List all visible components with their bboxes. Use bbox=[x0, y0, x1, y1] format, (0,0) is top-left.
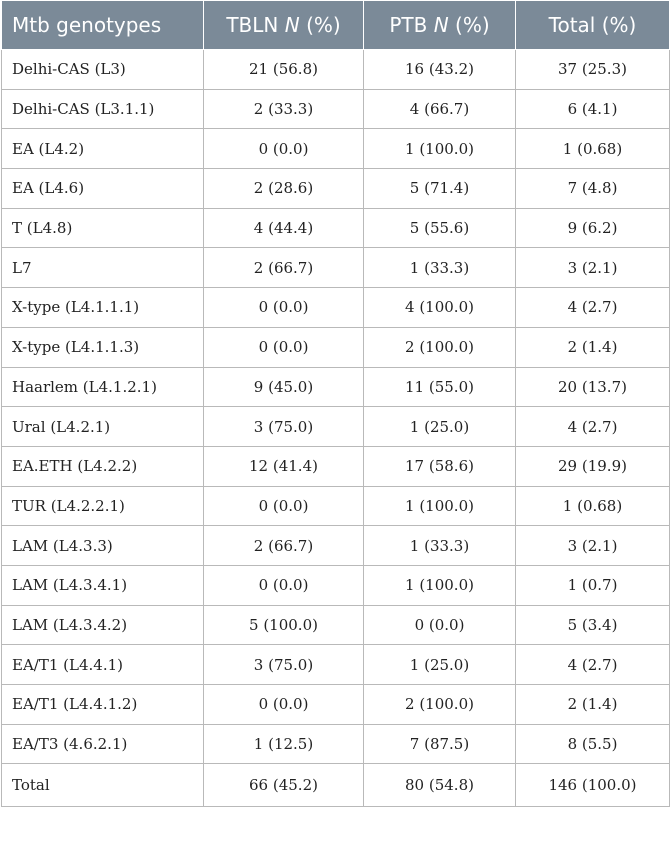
header-ptb-label: PTB bbox=[389, 13, 428, 37]
cell-total: 2 (1.4) bbox=[516, 327, 670, 367]
table-row bbox=[2, 169, 670, 209]
cell-genotype: T (L4.8) bbox=[2, 208, 204, 248]
table-header bbox=[2, 1, 670, 50]
cell-total: 4 (2.7) bbox=[516, 288, 670, 328]
cell-genotype: Total bbox=[2, 764, 204, 807]
cell-genotype: Delhi-CAS (L3.1.1) bbox=[2, 89, 204, 129]
cell-genotype: LAM (L4.3.4.2) bbox=[2, 605, 204, 645]
header-row bbox=[2, 1, 670, 50]
cell-ptb: 1 (100.0) bbox=[364, 565, 516, 605]
cell-ptb: 1 (33.3) bbox=[364, 248, 516, 288]
cell-tbln: 2 (33.3) bbox=[204, 89, 364, 129]
header-ptb-pct: (%) bbox=[455, 13, 490, 37]
table-row bbox=[2, 605, 670, 645]
table-row bbox=[2, 645, 670, 685]
table-row bbox=[2, 486, 670, 526]
cell-genotype: X-type (L4.1.1.1) bbox=[2, 288, 204, 328]
cell-genotype: EA/T3 (4.6.2.1) bbox=[2, 724, 204, 764]
cell-total: 146 (100.0) bbox=[516, 764, 670, 807]
table-row bbox=[2, 129, 670, 169]
cell-genotype: TUR (L4.2.2.1) bbox=[2, 486, 204, 526]
table-row bbox=[2, 288, 670, 328]
cell-ptb: 4 (66.7) bbox=[364, 89, 516, 129]
cell-total: 4 (2.7) bbox=[516, 645, 670, 685]
table-row bbox=[2, 685, 670, 725]
cell-total: 3 (2.1) bbox=[516, 248, 670, 288]
cell-ptb: 2 (100.0) bbox=[364, 685, 516, 725]
cell-tbln: 0 (0.0) bbox=[204, 565, 364, 605]
cell-tbln: 5 (100.0) bbox=[204, 605, 364, 645]
header-tbln-label: TBLN bbox=[226, 13, 279, 37]
header-ptb bbox=[364, 1, 516, 50]
cell-total: 4 (2.7) bbox=[516, 407, 670, 447]
cell-total: 1 (0.68) bbox=[516, 486, 670, 526]
header-ptb-n: N bbox=[433, 13, 449, 37]
cell-ptb: 5 (71.4) bbox=[364, 169, 516, 209]
cell-ptb: 1 (25.0) bbox=[364, 407, 516, 447]
table-row bbox=[2, 367, 670, 407]
table-row bbox=[2, 327, 670, 367]
cell-total: 1 (0.68) bbox=[516, 129, 670, 169]
table-row bbox=[2, 50, 670, 90]
header-genotypes: Mtb genotypes bbox=[2, 1, 204, 50]
cell-ptb: 0 (0.0) bbox=[364, 605, 516, 645]
cell-tbln: 2 (28.6) bbox=[204, 169, 364, 209]
cell-total: 2 (1.4) bbox=[516, 685, 670, 725]
table-row bbox=[2, 407, 670, 447]
header-total: Total (%) bbox=[516, 1, 670, 50]
header-tbln bbox=[204, 1, 364, 50]
cell-tbln: 3 (75.0) bbox=[204, 645, 364, 685]
cell-total: 6 (4.1) bbox=[516, 89, 670, 129]
cell-ptb: 1 (25.0) bbox=[364, 645, 516, 685]
cell-genotype: L7 bbox=[2, 248, 204, 288]
cell-ptb: 1 (33.3) bbox=[364, 526, 516, 566]
cell-genotype: EA (L4.2) bbox=[2, 129, 204, 169]
cell-genotype: LAM (L4.3.3) bbox=[2, 526, 204, 566]
table-row bbox=[2, 208, 670, 248]
cell-tbln: 0 (0.0) bbox=[204, 129, 364, 169]
table-body bbox=[2, 50, 670, 807]
cell-ptb: 80 (54.8) bbox=[364, 764, 516, 807]
cell-total: 29 (19.9) bbox=[516, 446, 670, 486]
cell-tbln: 0 (0.0) bbox=[204, 327, 364, 367]
cell-tbln: 21 (56.8) bbox=[204, 50, 364, 90]
cell-tbln: 4 (44.4) bbox=[204, 208, 364, 248]
table-row bbox=[2, 565, 670, 605]
cell-total: 20 (13.7) bbox=[516, 367, 670, 407]
cell-tbln: 2 (66.7) bbox=[204, 248, 364, 288]
cell-ptb: 1 (100.0) bbox=[364, 486, 516, 526]
cell-tbln: 0 (0.0) bbox=[204, 288, 364, 328]
table-row bbox=[2, 526, 670, 566]
cell-total: 7 (4.8) bbox=[516, 169, 670, 209]
cell-ptb: 16 (43.2) bbox=[364, 50, 516, 90]
cell-total: 8 (5.5) bbox=[516, 724, 670, 764]
cell-total: 3 (2.1) bbox=[516, 526, 670, 566]
table-row bbox=[2, 446, 670, 486]
cell-genotype: EA/T1 (L4.4.1.2) bbox=[2, 685, 204, 725]
cell-genotype: EA (L4.6) bbox=[2, 169, 204, 209]
cell-tbln: 9 (45.0) bbox=[204, 367, 364, 407]
cell-tbln: 66 (45.2) bbox=[204, 764, 364, 807]
cell-total: 1 (0.7) bbox=[516, 565, 670, 605]
cell-genotype: X-type (L4.1.1.3) bbox=[2, 327, 204, 367]
table-row bbox=[2, 89, 670, 129]
genotype-table bbox=[1, 0, 670, 807]
cell-ptb: 2 (100.0) bbox=[364, 327, 516, 367]
header-tbln-n: N bbox=[284, 13, 300, 37]
cell-ptb: 4 (100.0) bbox=[364, 288, 516, 328]
cell-tbln: 1 (12.5) bbox=[204, 724, 364, 764]
cell-ptb: 11 (55.0) bbox=[364, 367, 516, 407]
cell-ptb: 1 (100.0) bbox=[364, 129, 516, 169]
cell-tbln: 3 (75.0) bbox=[204, 407, 364, 447]
cell-ptb: 5 (55.6) bbox=[364, 208, 516, 248]
cell-tbln: 0 (0.0) bbox=[204, 685, 364, 725]
cell-tbln: 2 (66.7) bbox=[204, 526, 364, 566]
cell-tbln: 12 (41.4) bbox=[204, 446, 364, 486]
cell-genotype: EA.ETH (L4.2.2) bbox=[2, 446, 204, 486]
table-row bbox=[2, 724, 670, 764]
cell-genotype: Ural (L4.2.1) bbox=[2, 407, 204, 447]
cell-ptb: 7 (87.5) bbox=[364, 724, 516, 764]
cell-total: 5 (3.4) bbox=[516, 605, 670, 645]
cell-genotype: Delhi-CAS (L3) bbox=[2, 50, 204, 90]
cell-genotype: Haarlem (L4.1.2.1) bbox=[2, 367, 204, 407]
header-tbln-pct: (%) bbox=[306, 13, 341, 37]
cell-genotype: EA/T1 (L4.4.1) bbox=[2, 645, 204, 685]
table-row bbox=[2, 248, 670, 288]
cell-total: 37 (25.3) bbox=[516, 50, 670, 90]
cell-tbln: 0 (0.0) bbox=[204, 486, 364, 526]
total-row bbox=[2, 764, 670, 807]
cell-genotype: LAM (L4.3.4.1) bbox=[2, 565, 204, 605]
cell-ptb: 17 (58.6) bbox=[364, 446, 516, 486]
cell-total: 9 (6.2) bbox=[516, 208, 670, 248]
